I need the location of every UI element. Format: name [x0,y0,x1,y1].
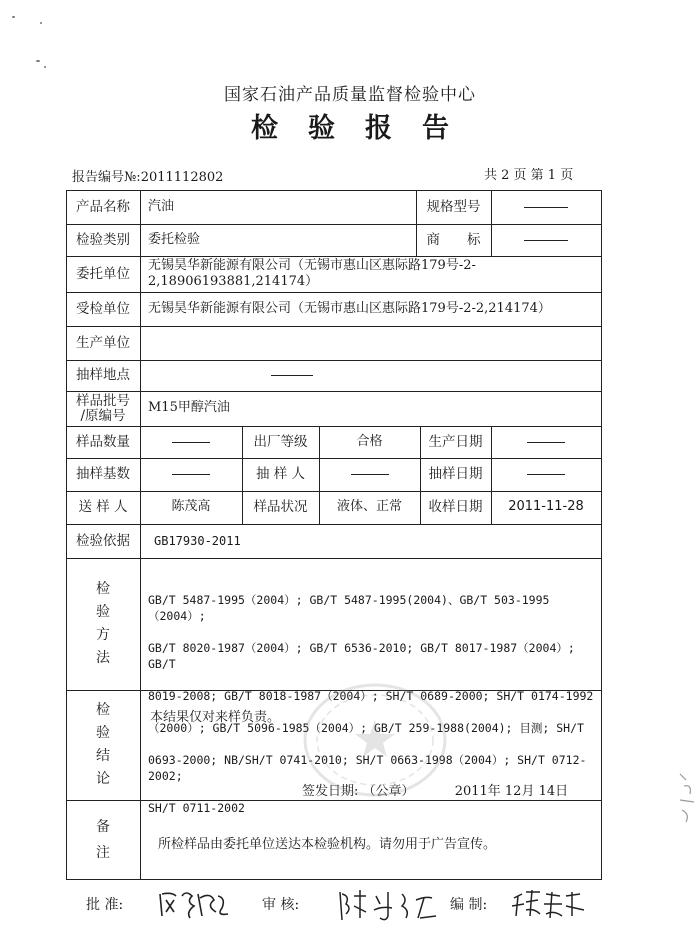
prod-date-label: 生产日期 [428,433,483,450]
client-line-1: 无锡昊华新能源有限公司（无锡市惠山区惠际路179号-2- [148,257,476,273]
methods-label-char: 检 [96,581,110,597]
report-number-value: 2011112802 [140,170,224,185]
empty-dash [524,207,568,208]
sampling-base-value [140,458,242,491]
receive-date-label: 收样日期 [428,499,483,516]
batch-label-line-1: 样品批号 [76,392,130,409]
inspected-unit-label: 受检单位 [76,300,130,317]
basis-label: 检验依据 [76,532,130,549]
conclusion-label-char: 检 [96,702,110,718]
inspected-unit-value: 无锡昊华新能源有限公司（无锡市惠山区惠际路179号-2-2,214174） [148,300,551,316]
brand-value [491,224,601,256]
sender-value: 陈茂高 [171,499,211,515]
table-rule [601,190,602,880]
sample-state-label: 样品状况 [253,499,308,516]
seal-note: （公章） [362,784,415,799]
reviewer-signature-icon [336,886,446,926]
sampler-label: 抽 样 人 [255,466,306,483]
compile-label: 编 制: [450,897,488,913]
empty-dash [524,240,568,241]
compiler-signature-icon [510,886,590,922]
conclusion-text: 本结果仅对来样负责。 [150,710,281,725]
empty-dash [351,474,389,475]
conclusion-label-char: 论 [96,771,110,787]
empty-dash [527,442,565,443]
prod-date-value [491,426,601,458]
sample-qty-label: 样品数量 [76,433,130,450]
methods-line: 8019-2008; GB/T 8018-1987（2004）; SH/T 0689-2000; SH/T 0174-1992 [148,689,594,703]
methods-line: GB/T 5487-1995（2004）; GB/T 5487-1995(2004)、GB/T 503-1995（2004）; [148,593,550,623]
brand-label: 商 标 [426,231,481,248]
page-info: 共 2 页 第 1 页 [484,168,574,183]
scan-speck [44,66,46,68]
producer-value [140,326,601,360]
methods-line: （2000）; GB/T 5096-1985（2004）; GB/T 259-1988(2004); 目测; SH/T [148,721,584,735]
product-name-value: 汽油 [148,198,175,214]
issue-date-value: 2011年 12月 14日 [454,784,569,799]
notes-label-char: 备 [96,818,110,835]
batch-value: M15甲醇汽油 [148,400,230,416]
methods-line: 0693-2000; NB/SH/T 0741-2010; SH/T 0663-1998（2004）; SH/T 0712-2002; [148,753,587,783]
producer-label: 生产单位 [76,334,130,351]
methods-label-char: 验 [96,604,110,620]
table-rule [66,558,602,559]
report-title: 检验报告 [251,113,479,144]
spec-label: 规格型号 [426,198,481,215]
conclusion-label [66,690,140,800]
conclusion-label-char: 验 [96,725,110,741]
notes-label-char: 注 [96,844,110,861]
sampling-place-label: 抽样地点 [76,367,130,384]
approver-signature-icon [156,886,236,920]
scan-speck [36,60,40,62]
methods-label-char: 法 [96,650,110,666]
sampling-date-value [491,458,601,491]
basis-value: GB17930-2011 [154,533,241,548]
batch-label [66,391,140,426]
official-seal-icon [300,680,450,800]
table-rule [66,360,602,361]
grade-label: 出厂等级 [253,433,308,450]
report-number [72,166,223,185]
methods-label [66,558,140,690]
client-label: 委托单位 [76,265,130,282]
product-name-label: 产品名称 [76,198,130,215]
client-line-2: 2,18906193881,214174） [148,274,319,289]
notes-text: 所检样品由委托单位送达本检验机构。请勿用于广告宣传。 [158,837,497,852]
margin-stamp-icon [676,770,700,826]
issue-date-label: 签发日期: [302,784,359,799]
scan-speck [12,16,15,18]
inspection-type-label: 检验类别 [76,231,130,248]
scan-speck [40,22,42,24]
empty-dash [172,442,210,443]
methods-line: GB/T 8020-1987（2004）; GB/T 6536-2010; GB/T 8017-1987（2004）; GB/T [148,641,575,671]
sampler-value [319,458,420,491]
batch-label-line-2: /原编号 [80,407,126,424]
grade-value: 合格 [356,433,383,449]
client-value [140,256,601,292]
conclusion-label-char: 结 [96,748,110,764]
empty-dash [271,375,313,376]
inspection-type-value: 委托检验 [148,231,201,247]
review-label: 审 核: [262,897,300,913]
notes-label [66,800,140,879]
sampling-base-label: 抽样基数 [76,466,130,483]
approve-label: 批 准: [86,897,124,913]
organization-name: 国家石油产品质量监督检验中心 [224,85,476,105]
sampling-date-label: 抽样日期 [428,466,483,483]
sample-state-value: 液体、正常 [336,499,402,515]
methods-line: SH/T 0711-2002 [148,801,245,815]
sender-label: 送 样 人 [78,499,128,516]
spec-value [491,190,601,224]
receive-date-value: 2011-11-28 [508,499,584,515]
report-number-label: 报告编号№: [72,170,141,185]
empty-dash [527,474,565,475]
empty-dash [172,474,210,475]
sampling-place-value [262,360,322,391]
table-rule [66,879,602,880]
methods-label-char: 方 [96,627,110,643]
sample-qty-value [140,426,242,458]
